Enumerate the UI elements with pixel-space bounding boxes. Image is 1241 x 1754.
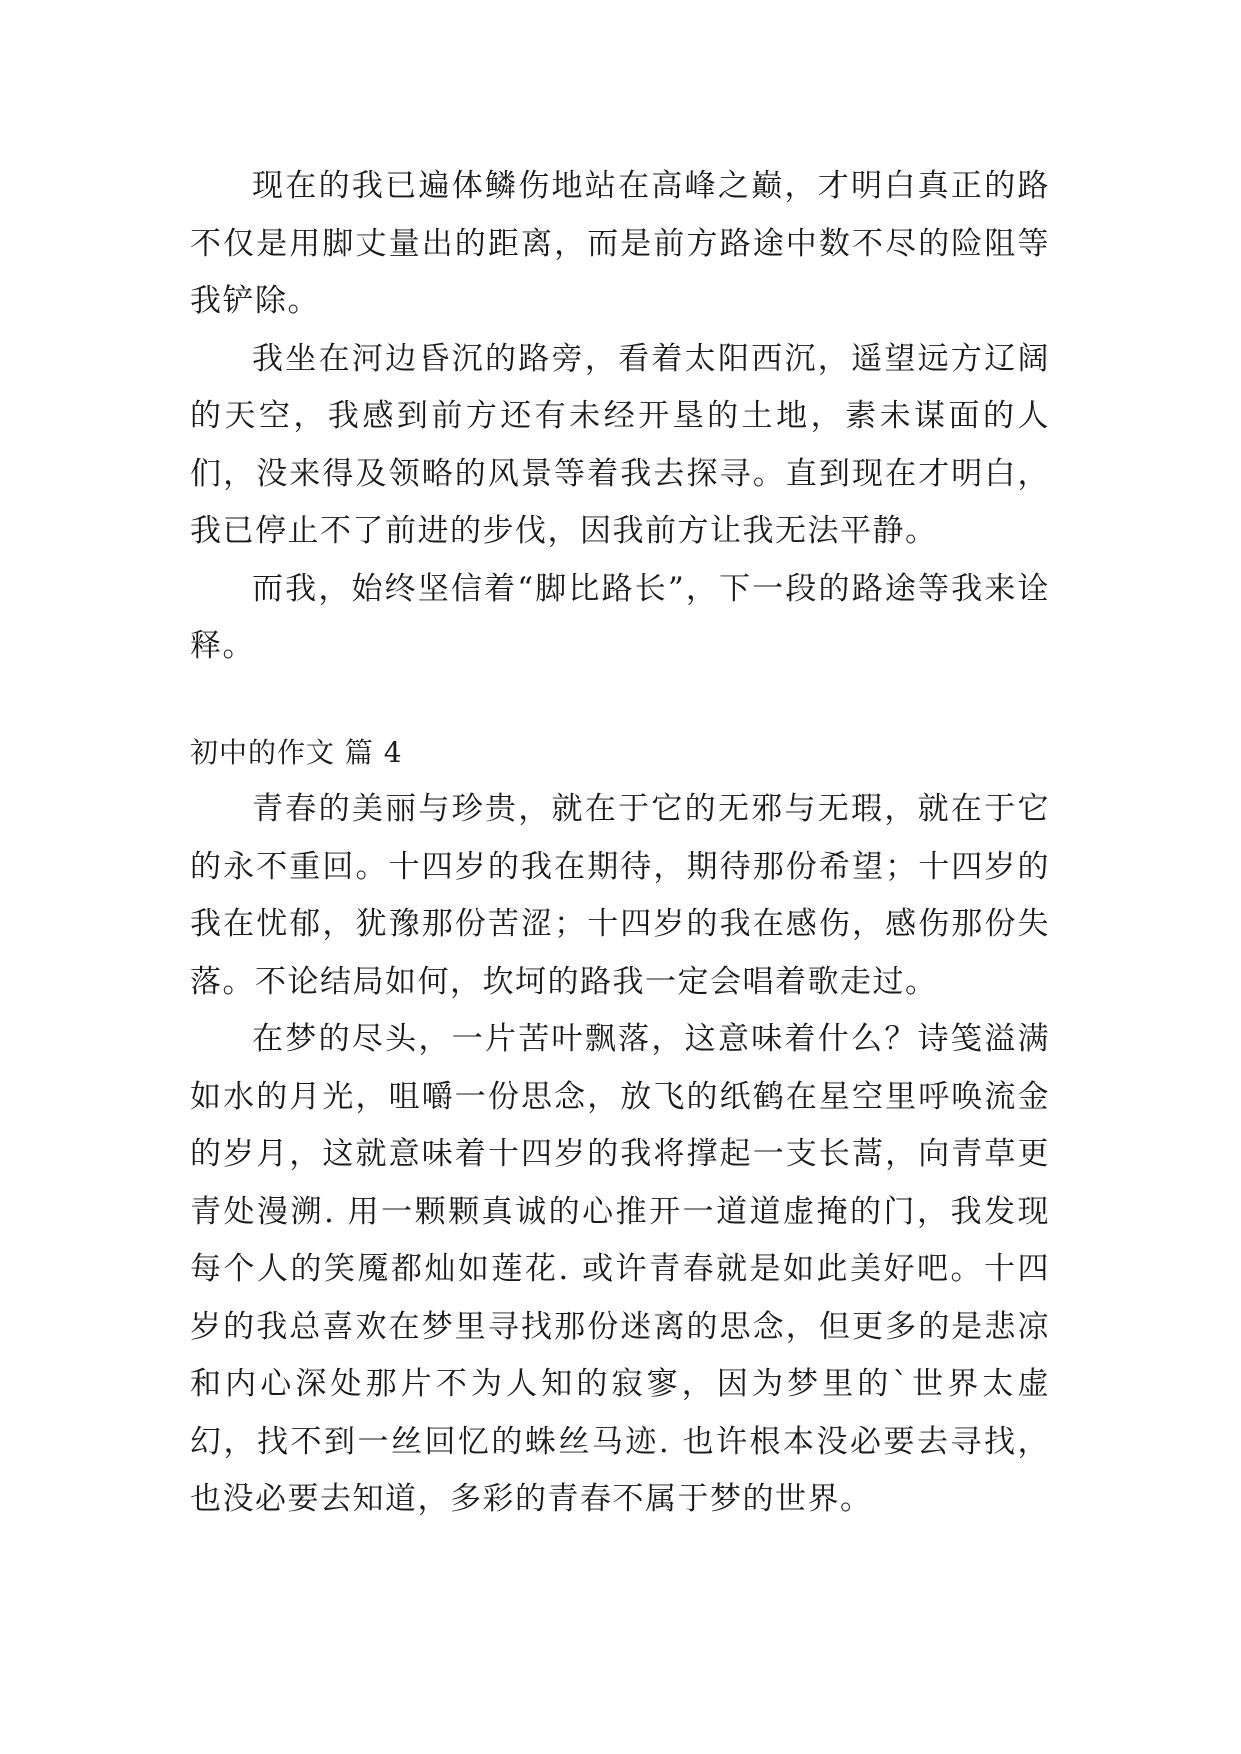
paragraph-1: 现在的我已遍体鳞伤地站在高峰之巅，才明白真正的路不仅是用脚丈量出的距离，而是前方路途中数不尽的险阻等我铲除。 (190, 168, 1050, 319)
section-paragraph-2: 在梦的尽头，一片苦叶飘落，这意味着什么？诗笺溢满如水的月光，咀嚼一份思念，放飞的纸鹤在星空里呼唤流金的岁月，这就意味着十四岁的我将撑起一支长蒿，向青草更青处漫溯. 用一颗颗真诚的心推开一道道虚掩的门，我发现每个人的笑魇都灿如莲花. 或许青春就是如此美好吧。十四岁的我总喜欢在梦里寻找那份迷离的思念，但更多的是悲凉和内心深处那片不为人知的寂寥，因为梦里的`世界太虚幻，找不到一丝回忆的蛛丝马迹. 也许根本没必要去寻找，也没必要去知道，多彩的青春不属于梦的世界。 (190, 1021, 1050, 1517)
section-title: 初中的作文 篇 4 (190, 735, 403, 769)
paragraph-3: 而我，始终坚信着“脚比路长”，下一段的路途等我来诠释。 (190, 570, 1050, 664)
document-body (190, 158, 1050, 1529)
paragraph-2: 我坐在河边昏沉的路旁，看着太阳西沉，遥望远方辽阔的天空，我感到前方还有未经开垦的土地，素未谋面的人们，没来得及领略的风景等着我去探寻。直到现在才明白，我已停止不了前进的步伐，因我前方让我无法平静。 (190, 340, 1050, 549)
section-paragraph-1: 青春的美丽与珍贵，就在于它的无邪与无瑕，就在于它的永不重回。十四岁的我在期待，期待那份希望；十四岁的我在忧郁，犹豫那份苦涩；十四岁的我在感伤，感伤那份失落。不论结局如何，坎坷的路我一定会唱着歌走过。 (190, 791, 1050, 1000)
